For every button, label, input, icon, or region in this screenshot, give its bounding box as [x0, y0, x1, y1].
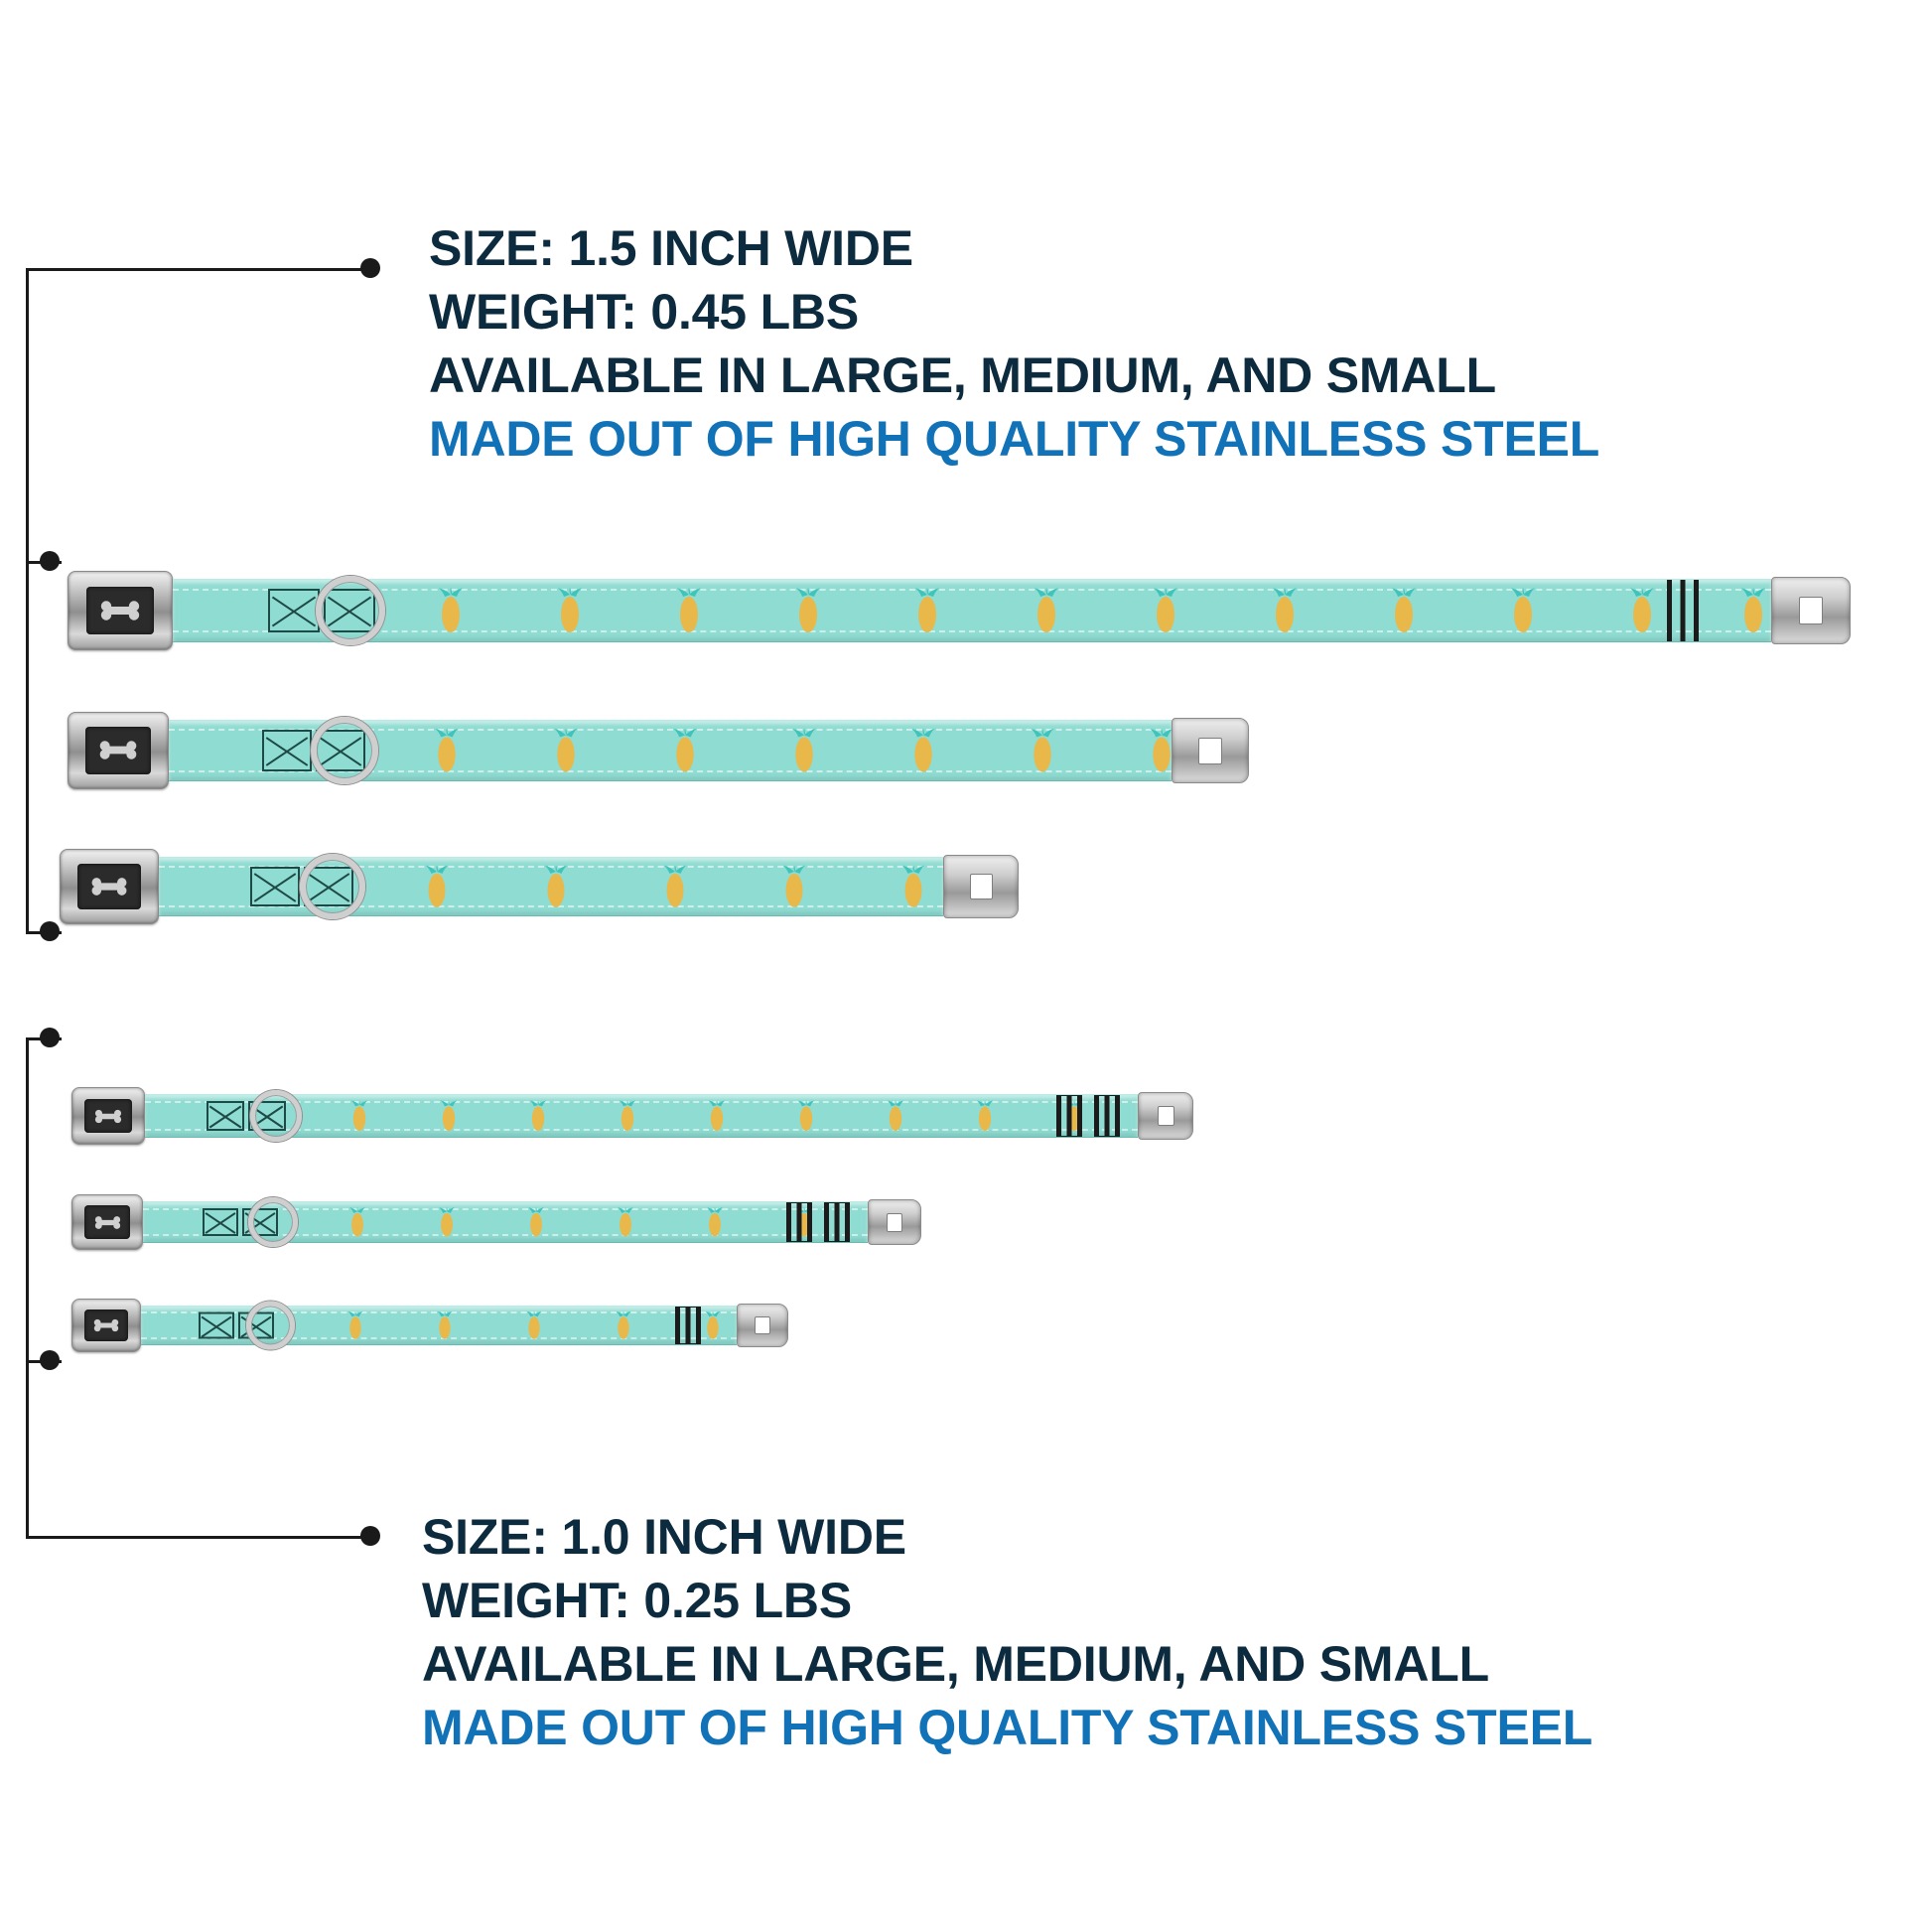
slider-bar: [797, 1202, 802, 1242]
pineapple-icon: [348, 1100, 370, 1132]
pineapple-icon: [1388, 588, 1420, 633]
pineapple-icon: [779, 865, 809, 908]
pineapple-pattern: [173, 580, 1771, 641]
seatbelt-buckle: [71, 1087, 145, 1145]
seatbelt-buckle: [68, 571, 173, 650]
d-ring: [311, 717, 378, 784]
pineapple-icon: [527, 1100, 549, 1132]
slider-bar: [686, 1307, 691, 1344]
pineapple-icon: [1626, 588, 1658, 633]
d-ring: [316, 576, 385, 645]
leader-dot-top-label: [360, 258, 380, 278]
pineapple-icon: [1507, 588, 1539, 633]
callout-top-line-material: MADE OUT OF HIGH QUALITY STAINLESS STEEL: [429, 411, 1600, 467]
collar-large-1-0: [71, 1087, 1193, 1145]
collar-small-1-0: [71, 1299, 788, 1352]
pineapple-icon: [1028, 729, 1058, 773]
collar-strap: [173, 579, 1771, 642]
leader-line-top-vertical: [26, 268, 29, 933]
pineapple-icon: [345, 1311, 365, 1340]
seatbelt-buckle: [68, 712, 169, 789]
callout-text-1-5-inch: [429, 216, 1599, 471]
seatbelt-buckle: [71, 1194, 143, 1250]
pineapple-icon: [670, 729, 701, 773]
d-ring: [246, 1302, 295, 1350]
collar-small-1-5: [60, 849, 1019, 924]
pineapple-icon: [792, 588, 824, 633]
latch-plate-hole: [887, 1213, 902, 1232]
latch-plate: [1771, 577, 1851, 644]
pineapple-icon: [908, 729, 939, 773]
latch-plate-hole: [1799, 597, 1823, 624]
d-ring: [250, 1090, 302, 1142]
pineapple-pattern: [159, 858, 943, 915]
callout-text-1-0-inch: [422, 1505, 1592, 1759]
pineapple-icon: [885, 1100, 906, 1132]
pineapple-icon: [422, 865, 452, 908]
pineapple-icon: [432, 729, 463, 773]
dog-bone-icon: [89, 877, 129, 897]
pineapple-icon: [551, 729, 582, 773]
pineapple-icon: [617, 1100, 638, 1132]
latch-plate-hole: [1198, 738, 1222, 764]
buckle-face: [84, 1310, 129, 1341]
pineapple-icon: [703, 1311, 723, 1340]
pineapple-icon: [435, 1311, 455, 1340]
strap-slider: [1056, 1094, 1082, 1138]
dog-bone-icon: [93, 1215, 122, 1230]
pineapple-icon: [435, 588, 467, 633]
buckle-face: [85, 727, 151, 773]
callout-bottom-line-size: SIZE: 1.0 INCH WIDE: [422, 1509, 906, 1565]
callout-bottom-line-available: AVAILABLE IN LARGE, MEDIUM, AND SMALL: [422, 1636, 1489, 1692]
slider-bar: [1105, 1095, 1110, 1137]
buckle-face: [84, 1099, 132, 1134]
seatbelt-buckle: [60, 849, 159, 924]
leader-line-top-horizontal: [26, 268, 368, 271]
latch-plate: [1172, 718, 1249, 783]
leader-line-bottom-vertical: [26, 1037, 29, 1539]
callout-bottom-line-weight: WEIGHT: 0.25 LBS: [422, 1573, 852, 1628]
pineapple-icon: [1150, 588, 1181, 633]
dog-bone-icon: [98, 600, 142, 621]
strap-slider: [675, 1306, 701, 1345]
callout-top-line-available: AVAILABLE IN LARGE, MEDIUM, AND SMALL: [429, 347, 1496, 403]
pineapple-icon: [1147, 729, 1173, 773]
pineapple-icon: [438, 1100, 460, 1132]
dog-bone-icon: [92, 1318, 120, 1332]
leader-line-bottom-horizontal: [26, 1536, 368, 1539]
pineapple-icon: [347, 1207, 368, 1238]
collar-medium-1-5: [68, 712, 1249, 789]
pineapple-icon: [554, 588, 586, 633]
pineapple-pattern: [141, 1307, 737, 1344]
dog-bone-icon: [93, 1109, 123, 1124]
d-ring: [300, 854, 365, 919]
latch-plate-hole: [755, 1316, 770, 1334]
collar-strap: [159, 857, 943, 916]
collar-large-1-5: [68, 571, 1851, 650]
leader-dot-bottom-label: [360, 1526, 380, 1546]
pineapple-icon: [526, 1207, 547, 1238]
pineapple-icon: [706, 1100, 728, 1132]
buckle-face: [86, 587, 155, 634]
seatbelt-buckle: [71, 1299, 141, 1352]
pineapple-icon: [898, 865, 928, 908]
pineapple-icon: [616, 1207, 636, 1238]
pineapple-icon: [673, 588, 705, 633]
buckle-face: [77, 864, 142, 909]
pineapple-icon: [1737, 588, 1769, 633]
strap-slider: [824, 1201, 850, 1243]
slider-bar: [1681, 579, 1686, 642]
strap-slider: [786, 1201, 812, 1243]
leader-dot-bottom-small: [40, 1350, 60, 1370]
pineapple-icon: [795, 1100, 817, 1132]
pineapple-icon: [524, 1311, 544, 1340]
latch-plate-hole: [970, 874, 993, 899]
collar-medium-1-0: [71, 1194, 921, 1250]
latch-plate: [868, 1199, 921, 1245]
pineapple-icon: [789, 729, 820, 773]
slider-bar: [835, 1202, 840, 1242]
latch-plate: [1138, 1092, 1193, 1140]
leader-dot-top-small: [40, 921, 60, 941]
collar-strap: [141, 1306, 737, 1345]
pineapple-icon: [614, 1311, 633, 1340]
callout-bottom-line-material: MADE OUT OF HIGH QUALITY STAINLESS STEEL: [422, 1700, 1593, 1755]
strap-slider: [1667, 579, 1699, 642]
pineapple-icon: [437, 1207, 458, 1238]
pineapple-icon: [1269, 588, 1301, 633]
d-ring: [248, 1197, 298, 1247]
latch-plate: [737, 1304, 788, 1347]
strap-slider: [1094, 1094, 1120, 1138]
pineapple-icon: [911, 588, 943, 633]
dog-bone-icon: [97, 740, 139, 760]
callout-top-line-size: SIZE: 1.5 INCH WIDE: [429, 220, 913, 276]
pineapple-icon: [974, 1100, 996, 1132]
pineapple-icon: [660, 865, 690, 908]
pineapple-icon: [541, 865, 571, 908]
leader-dot-bottom-large: [40, 1028, 60, 1047]
callout-top-line-weight: WEIGHT: 0.45 LBS: [429, 284, 859, 340]
latch-plate-hole: [1158, 1106, 1174, 1126]
latch-plate: [943, 855, 1019, 918]
pineapple-icon: [705, 1207, 726, 1238]
leader-dot-top-large: [40, 551, 60, 571]
slider-bar: [1067, 1095, 1072, 1137]
buckle-face: [84, 1205, 130, 1238]
pineapple-icon: [1031, 588, 1062, 633]
